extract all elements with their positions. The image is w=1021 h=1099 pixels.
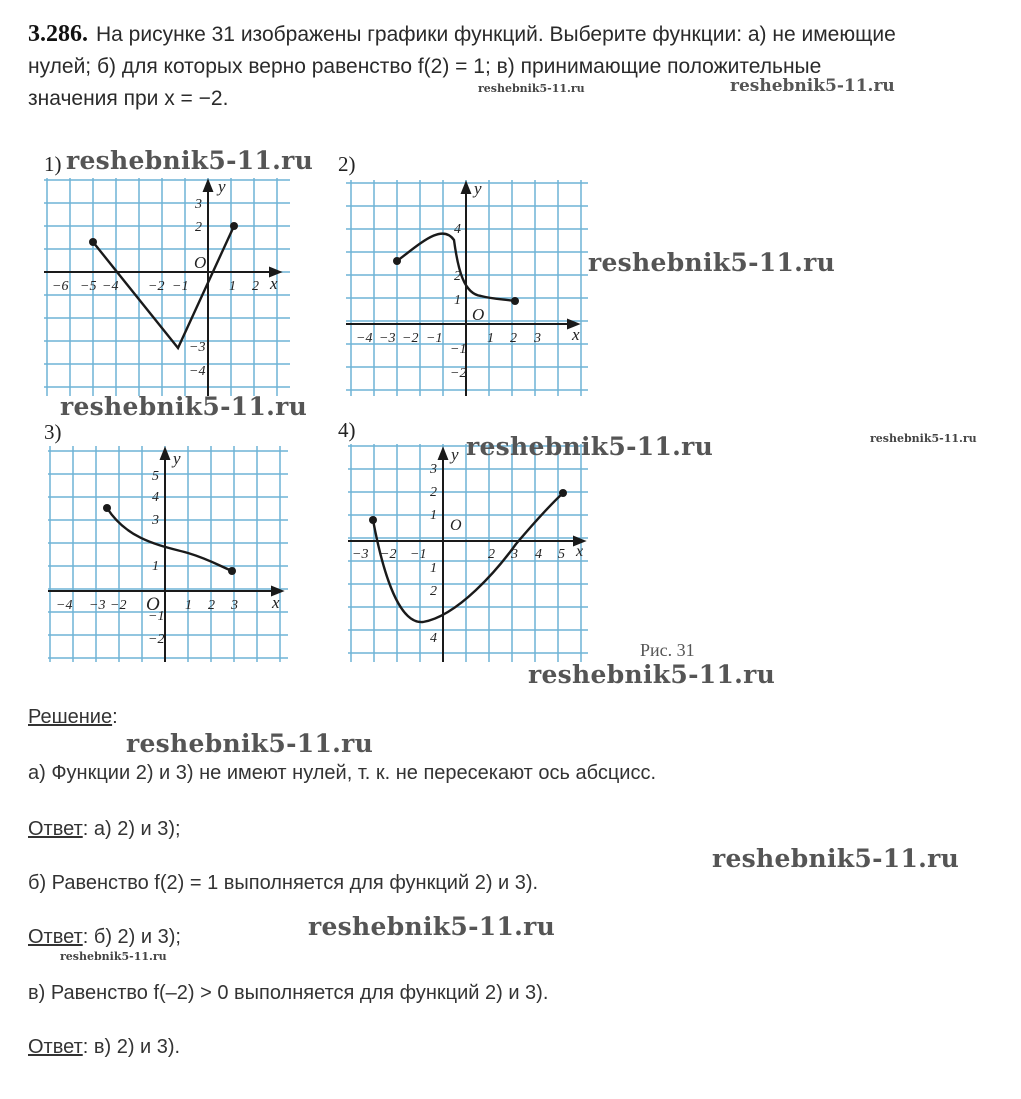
- graph-2-curve: [397, 234, 515, 301]
- graph-3-xtick: −3: [89, 598, 106, 613]
- graph-3-ytick: 3: [152, 513, 159, 528]
- watermark: reshebnik5-11.ru: [60, 392, 308, 421]
- graph-4-x-label: x: [576, 543, 584, 560]
- graph-2-endpoint: [511, 297, 519, 305]
- graph-4-xtick: 2: [488, 547, 495, 562]
- answer-b: Ответ: б) 2) и 3);: [28, 926, 181, 948]
- watermark-small: reshebnik5-11.ru: [478, 82, 585, 95]
- graph-3-ytick: 1: [152, 559, 159, 574]
- graph-4-label: 4): [338, 418, 356, 442]
- watermark: reshebnik5-11.ru: [730, 76, 895, 96]
- graph-3: [48, 446, 288, 662]
- watermark-small: reshebnik5-11.ru: [60, 950, 167, 963]
- graph-1-ytick: −3: [189, 340, 206, 355]
- graph-1: [44, 178, 290, 396]
- watermark: reshebnik5-11.ru: [66, 146, 314, 175]
- answer-a: Ответ: а) 2) и 3);: [28, 818, 181, 840]
- graph-2-xtick: −1: [426, 331, 443, 346]
- graph-1-endpoint: [89, 238, 97, 246]
- graph-4-ytick: 2: [430, 485, 437, 500]
- solution-heading: Решение:: [28, 706, 118, 728]
- graph-4-y-label: y: [451, 445, 459, 464]
- graph-1-endpoint: [230, 222, 238, 230]
- problem-statement: [28, 18, 1003, 115]
- graph-2-ytick: −1: [450, 342, 467, 357]
- graph-2-xtick: 1: [487, 331, 494, 346]
- graph-4-xtick: 5: [558, 547, 565, 562]
- watermark: reshebnik5-11.ru: [466, 432, 714, 461]
- graph-1-ytick: 3: [195, 197, 202, 212]
- graph-2-endpoint: [393, 257, 401, 265]
- graph-2-xtick: −4: [356, 331, 373, 346]
- graph-1-ytick: −4: [189, 364, 206, 379]
- graph-1-xtick: 2: [252, 279, 259, 294]
- graph-4-xtick: −3: [352, 547, 369, 562]
- graph-2-y-arrow: [462, 183, 470, 193]
- graph-2-ytick: 1: [454, 293, 461, 308]
- graph-4-ytick: 4: [430, 631, 437, 646]
- graph-2-ytick: 4: [454, 222, 461, 237]
- graph-1-xtick: −6: [52, 279, 69, 294]
- graph-3-ytick: −1: [148, 609, 165, 624]
- graph-4-xtick: −2: [380, 547, 397, 562]
- graph-3-xtick: 3: [231, 598, 238, 613]
- graph-2-xtick: 2: [510, 331, 517, 346]
- answer-c: Ответ: в) 2) и 3).: [28, 1036, 181, 1058]
- graph-3-y-label: y: [173, 449, 181, 468]
- graph-2-x-label: x: [572, 325, 580, 344]
- graph-1-xtick: −1: [172, 279, 189, 294]
- graph-1-ytick: 2: [195, 220, 202, 235]
- watermark-small: reshebnik5-11.ru: [870, 432, 977, 445]
- graph-4: [348, 444, 588, 662]
- graph-3-ytick: −2: [148, 632, 165, 647]
- graph-1-xtick: −4: [102, 279, 119, 294]
- graph-3-endpoint: [228, 567, 236, 575]
- graph-1-origin: O: [194, 253, 207, 272]
- graph-2: [346, 180, 588, 396]
- graph-3-ytick: 5: [152, 469, 159, 484]
- problem-text-line2: нулей; б) для которых верно равенство f(2) = 1; в) принимающие положительные: [28, 55, 822, 78]
- watermark: reshebnik5-11.ru: [126, 729, 374, 758]
- graph-4-xtick: 3: [511, 547, 518, 562]
- watermark: reshebnik5-11.ru: [308, 912, 556, 941]
- graph-1-y-label: y: [218, 178, 226, 196]
- graph-2-ytick: 2: [454, 269, 461, 284]
- graph-1-x-label: x: [270, 274, 278, 293]
- graph-2-origin: O: [472, 305, 485, 324]
- figure-caption: Рис. 31: [640, 640, 695, 660]
- graph-2-xtick: −2: [402, 331, 419, 346]
- problem-number: 3.286.: [28, 21, 88, 47]
- watermark: reshebnik5-11.ru: [528, 660, 776, 689]
- graph-4-y-arrow: [439, 449, 447, 459]
- graph-4-ytick: 1: [430, 561, 437, 576]
- graph-4-ytick: 2: [430, 584, 437, 599]
- graph-1-xtick: −2: [148, 279, 165, 294]
- solution-part-b: б) Равенство f(2) = 1 выполняется для функций 2) и 3).: [28, 872, 539, 894]
- graph-4-origin: O: [450, 517, 462, 534]
- graph-2-label: 2): [338, 152, 356, 176]
- graph-2-xtick: −3: [379, 331, 396, 346]
- graph-3-ytick: 4: [152, 490, 159, 505]
- graph-1-y-arrow: [204, 181, 212, 191]
- graph-3-label: 3): [44, 420, 62, 444]
- graph-3-origin: O: [146, 594, 160, 615]
- graph-3-endpoint: [103, 504, 111, 512]
- graph-3-curve: [107, 508, 232, 571]
- graph-2-xtick: 3: [534, 331, 541, 346]
- solution-part-c: в) Равенство f(–2) > 0 выполняется для функций 2) и 3).: [28, 982, 549, 1004]
- graph-4-ytick: 1: [430, 508, 437, 523]
- graph-4-endpoint: [369, 516, 377, 524]
- graph-4-xtick: −1: [410, 547, 427, 562]
- graph-2-y-label: y: [474, 180, 482, 198]
- graph-3-xtick: 2: [208, 598, 215, 613]
- graph-2-ytick: −2: [450, 366, 467, 381]
- graph-3-grid: [48, 446, 288, 662]
- graph-4-ytick: 3: [430, 462, 437, 477]
- graph-3-xtick: 1: [185, 598, 192, 613]
- problem-text-line1: На рисунке 31 изображены графики функций. Выберите функции: а) не имеющие: [96, 23, 896, 46]
- graph-1-xtick: −5: [80, 279, 97, 294]
- graph-4-endpoint: [559, 489, 567, 497]
- watermark: reshebnik5-11.ru: [712, 844, 960, 873]
- graph-3-xtick: −2: [110, 598, 127, 613]
- graph-3-xtick: −4: [56, 598, 73, 613]
- graph-4-xtick: 4: [535, 547, 542, 562]
- problem-text-line3: значения при x = −2.: [28, 87, 229, 110]
- solution-part-a: а) Функции 2) и 3) не имеют нулей, т. к. не пересекают ось абсцисс.: [28, 762, 657, 784]
- graph-1-label: 1): [44, 152, 62, 176]
- watermark: reshebnik5-11.ru: [588, 248, 836, 277]
- graph-1-xtick: 1: [229, 279, 236, 294]
- graph-3-x-label: x: [272, 593, 280, 612]
